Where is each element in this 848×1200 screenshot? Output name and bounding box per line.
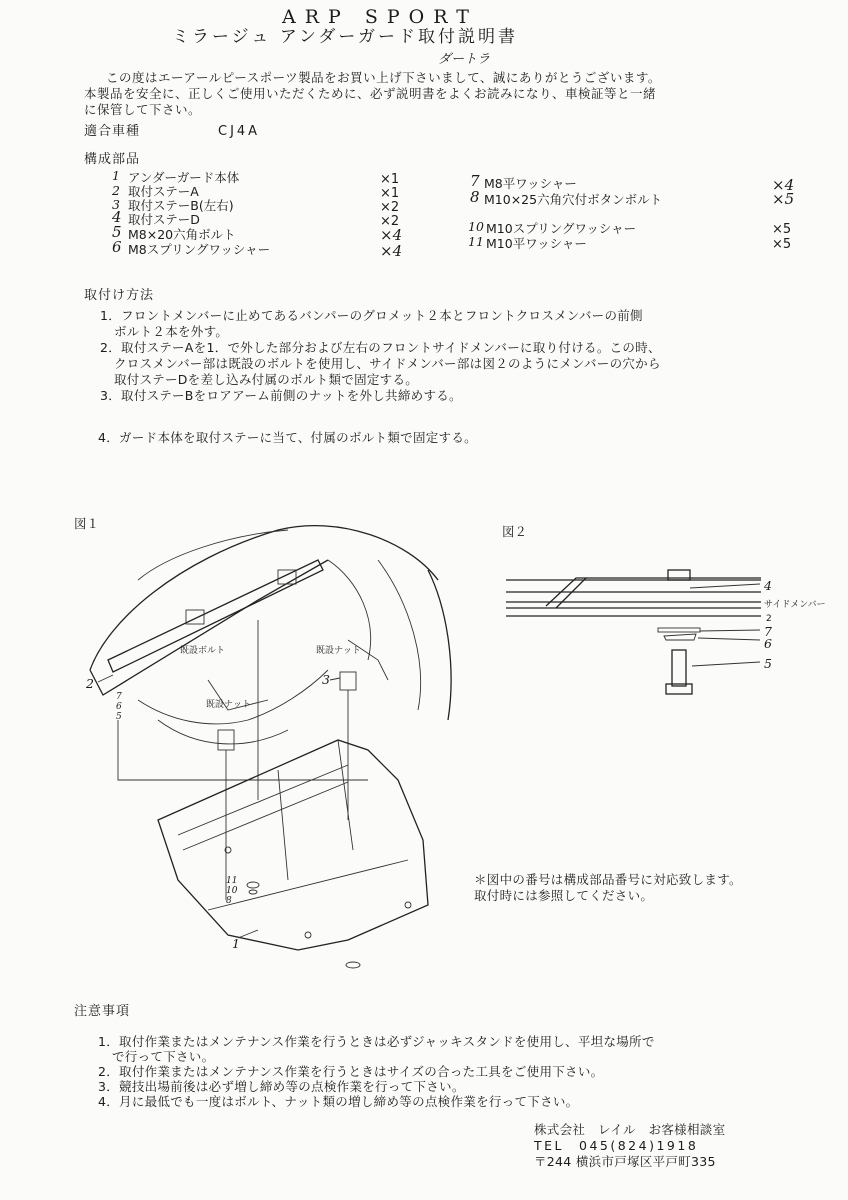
part-number: 3 <box>112 197 120 212</box>
callout-tag: 既設ナット <box>316 646 361 656</box>
install-step-2-cont: クロスメンバー部は既設のボルトを使用し、サイドメンバー部は図２のようにメンバーの穴から <box>114 356 661 371</box>
brand-heading: ARP SPORT <box>282 6 478 28</box>
figure-2-drawing <box>506 566 766 706</box>
part-name: M10×25六角穴付ボタンボルト <box>484 192 663 207</box>
part-name: 取付ステーA <box>128 184 199 199</box>
part-number: 5 <box>112 223 122 241</box>
figure-1-label: 図１ <box>74 516 100 531</box>
callout-tag: 既設ナット <box>206 700 251 710</box>
part-name: M8×20六角ボルト <box>128 227 236 242</box>
caution-item-1: 1．取付作業またはメンテナンス作業を行うときは必ずジャッキスタンドを使用し、平坦な場所で <box>98 1034 655 1049</box>
part-number: 7 <box>470 172 480 190</box>
part-number: 2 <box>112 183 120 198</box>
part-name: 取付ステーD <box>128 212 200 227</box>
part-qty: ×1 <box>380 172 400 187</box>
part-number: 11 <box>468 234 484 249</box>
part-name: アンダーガード本体 <box>128 170 240 185</box>
cautions-label: 注意事項 <box>74 1004 131 1019</box>
install-step-3: 3．取付ステーBをロアアーム前側のナットを外し共締めする。 <box>100 388 462 403</box>
install-step-2-cont: 取付ステーDを差し込み付属のボルト類で固定する。 <box>114 372 419 387</box>
company-address: 〒244 横浜市戸塚区平戸町335 <box>534 1154 716 1169</box>
intro-line-3: に保管して下さい。 <box>84 102 202 117</box>
parts-label: 構成部品 <box>84 152 141 167</box>
part-qty: ×5 <box>772 190 795 208</box>
part-qty: ×5 <box>772 237 792 252</box>
part-qty: ×4 <box>772 176 795 194</box>
part-number: 10 <box>468 219 484 234</box>
callout: 7 <box>764 624 772 639</box>
part-qty: ×5 <box>772 222 792 237</box>
callout: 5 <box>116 712 122 722</box>
callout: 3 <box>322 672 330 687</box>
part-name: M10スプリングワッシャー <box>486 221 637 236</box>
callout: 7 <box>116 692 122 702</box>
part-qty: ×4 <box>380 226 403 244</box>
install-step-2: 2．取付ステーAを1．で外した部分および左右のフロントサイドメンバーに取り付ける。この時、 <box>100 340 661 355</box>
vehicle-model: CJ4A <box>218 124 261 139</box>
callout: 6 <box>764 636 772 651</box>
part-qty: ×1 <box>380 186 400 201</box>
part-name: M8平ワッシャー <box>484 176 577 191</box>
vehicle-label: 適合車種 <box>84 124 141 139</box>
intro-line-2: 本製品を安全に、正しくご使用いただくために、必ず説明書をよくお読みになり、車検証等と一緒 <box>84 86 657 101</box>
callout: 4 <box>764 578 772 593</box>
caution-item-4: 4．月に最低でも一度はボルト、ナット類の増し締め等の点検作業を行って下さい。 <box>98 1094 579 1109</box>
caution-item-3: 3．競技出場前後は必ず増し締め等の点検作業を行って下さい。 <box>98 1079 465 1094</box>
part-number: 6 <box>112 238 122 256</box>
company-tel: TEL 045(824)1918 <box>534 1138 699 1153</box>
part-number: 4 <box>112 208 122 226</box>
figure-2-label: 図２ <box>502 524 528 539</box>
document-title: ミラージュ アンダーガード取付説明書 <box>172 27 519 47</box>
callout: 10 <box>226 886 238 896</box>
install-step-1-cont: ボルト２本を外す。 <box>114 324 229 339</box>
figure-1-drawing <box>78 520 458 970</box>
caution-item-1-cont: で行って下さい。 <box>112 1049 215 1064</box>
callout: 5 <box>764 656 772 671</box>
install-step-4: 4．ガード本体を取付ステーに当て、付属のボルト類で固定する。 <box>98 430 477 445</box>
caution-item-2: 2．取付作業またはメンテナンス作業を行うときはサイズの合った工具をご使用下さい。 <box>98 1064 604 1079</box>
part-qty: ×2 <box>380 200 400 215</box>
part-name: M10平ワッシャー <box>486 236 587 251</box>
install-step-1: 1．フロントメンバーに止めてあるバンパーのグロメット２本とフロントクロスメンバーの前側 <box>100 308 643 323</box>
callout: 2 <box>86 676 94 691</box>
callout: サイドメンバー <box>764 600 826 610</box>
figure-note-line-1: ＊図中の番号は構成部品番号に対応致します。 <box>474 872 742 887</box>
company-name: 株式会社 レイル お客様相談室 <box>534 1122 726 1137</box>
callout: 8 <box>226 896 232 906</box>
intro-line-1: この度はエーアールピースポーツ製品をお買い上げ下さいまして、誠にありがとうございます。 <box>106 70 661 85</box>
part-qty: ×4 <box>380 242 403 260</box>
callout-tag: 既設ボルト <box>180 646 226 656</box>
callout: 6 <box>116 702 122 712</box>
callout: 1 <box>232 936 240 951</box>
handwritten-note: ダートラ <box>438 52 491 67</box>
part-qty: ×2 <box>380 214 400 229</box>
part-number: 1 <box>112 168 120 183</box>
callout: 2 <box>766 614 772 624</box>
install-label: 取付け方法 <box>84 288 155 303</box>
callout: 11 <box>226 876 238 886</box>
part-name: M8スプリングワッシャー <box>128 242 271 257</box>
part-number: 8 <box>470 188 480 206</box>
figure-note-line-2: 取付時には参照してください。 <box>474 888 654 903</box>
part-name: 取付ステーB(左右) <box>128 198 234 213</box>
